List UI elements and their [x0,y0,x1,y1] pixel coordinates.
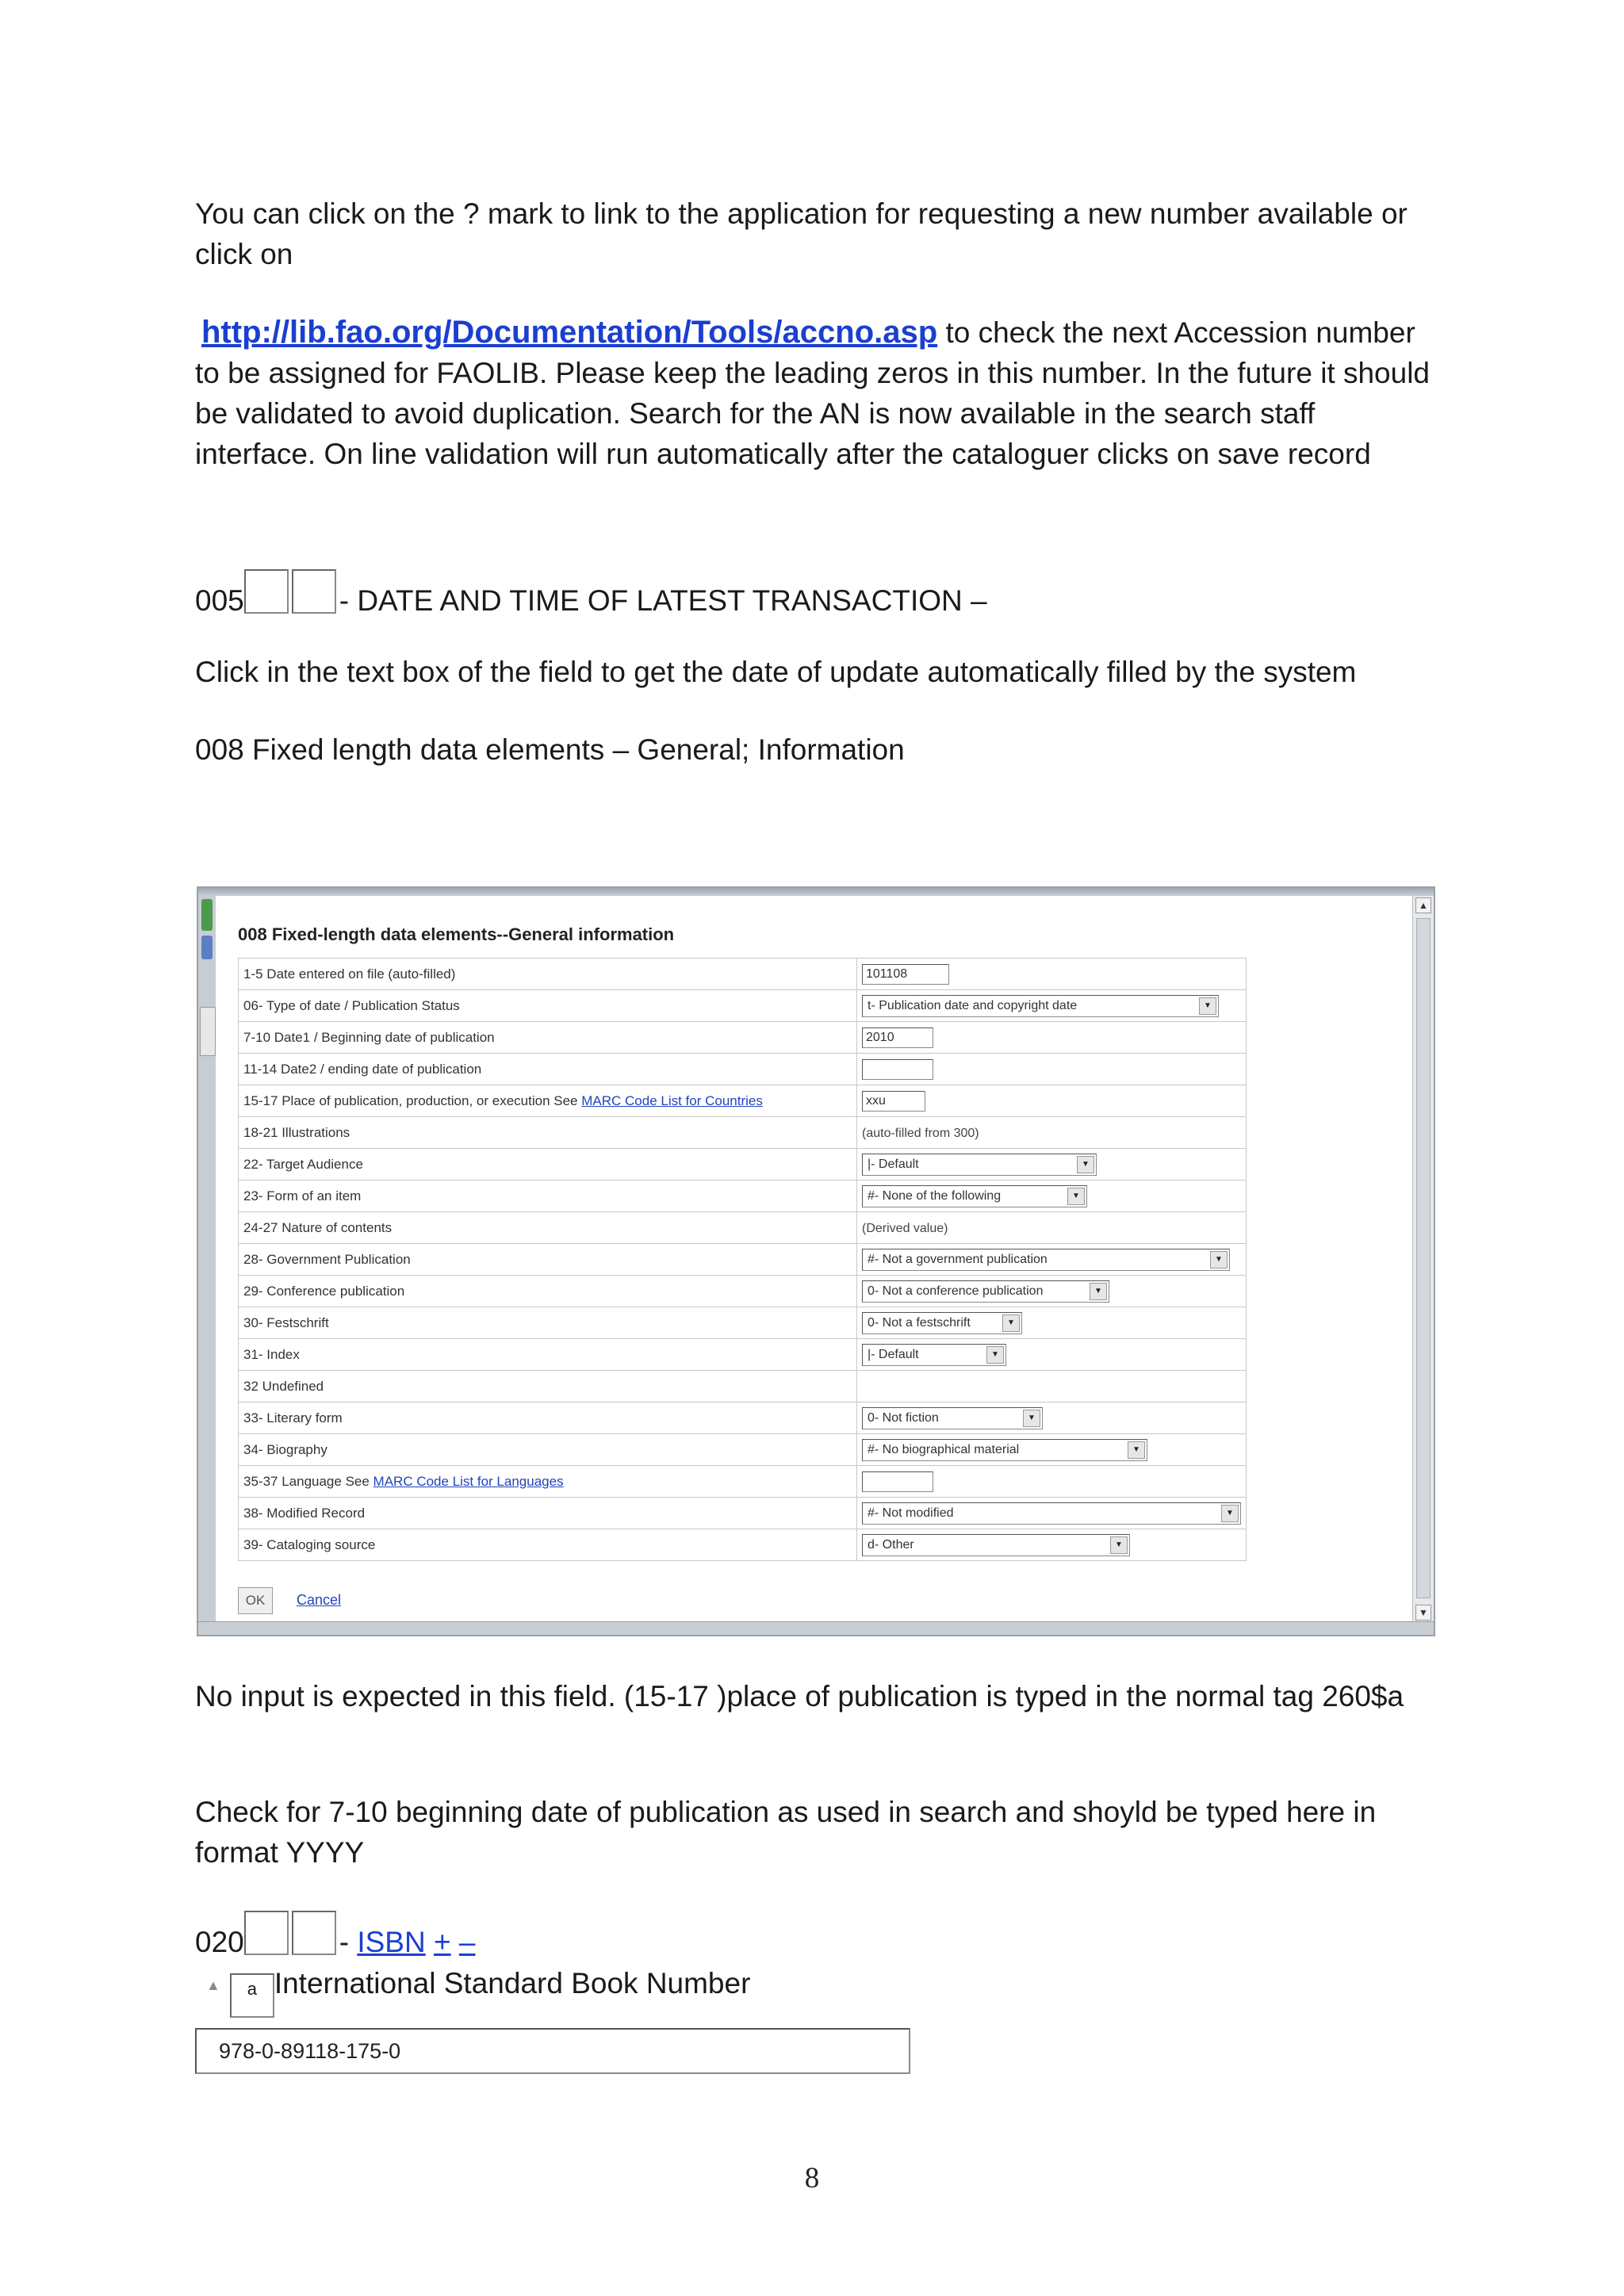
field-label-text: 30- Festschrift [243,1314,329,1330]
collapse-triangle-icon[interactable]: ▲ [206,1976,220,1993]
date-instruction: Click in the text box of the field to get the date of update automatically filled by the system [195,656,1357,688]
field-select[interactable] [862,1534,1130,1556]
tag-005-code: 005 [195,584,244,617]
field-select[interactable] [862,1407,1043,1429]
dropdown-arrow-icon[interactable]: ▼ [1199,997,1216,1015]
field-value-cell [857,1212,1247,1244]
field-label-text: 33- Literary form [243,1410,343,1425]
field-text-input[interactable] [862,1471,933,1492]
form-screenshot [197,886,1435,1636]
dropdown-arrow-icon[interactable]: ▼ [986,1346,1004,1364]
scroll-up-icon[interactable]: ▲ [1415,897,1431,913]
select-value: #- Not modified [868,1506,954,1520]
table-row [239,1529,1247,1561]
field-label-text: 34- Biography [243,1441,327,1457]
field-label [239,990,857,1022]
remove-field-link[interactable]: – [458,1926,476,1958]
field-label-text: 39- Cataloging source [243,1536,376,1552]
table-row [239,1339,1247,1371]
field-label [239,1149,857,1181]
select-value: 0- Not fiction [868,1410,939,1425]
date-format-note: Check for 7-10 beginning date of publication as used in search and shoyld be typed here in format YYYY [195,1796,1377,1869]
isbn-indicator-1[interactable] [244,1911,289,1955]
field-label [239,1212,857,1244]
field-select[interactable] [862,1280,1109,1303]
dropdown-arrow-icon[interactable]: ▼ [1023,1410,1040,1427]
field-value-cell [857,1117,1247,1149]
isbn-indicator-boxes [244,1911,339,1965]
field-select[interactable] [862,1312,1022,1334]
dropdown-arrow-icon[interactable]: ▼ [1067,1188,1085,1205]
indicator-boxes [244,569,339,624]
field-label [239,1371,857,1402]
fixed-fields-table [238,958,1247,1561]
page-number: 8 [804,2162,820,2195]
table-row [239,1212,1247,1244]
table-row [239,1371,1247,1402]
table-row [239,1181,1247,1212]
field-value-cell [857,1085,1247,1117]
table-row [239,1276,1247,1307]
field-label-text: 28- Government Publication [243,1251,411,1267]
field-label [239,1307,857,1339]
field-value-cell [857,990,1247,1022]
field-label [239,1466,857,1498]
auto-value: (auto-filled from 300) [862,1126,979,1140]
field-label-text: 15-17 Place of publication, production, or execution See [243,1093,582,1108]
field-value-cell [857,1498,1247,1529]
code-list-link[interactable]: MARC Code List for Countries [581,1093,763,1108]
field-value-cell [857,1149,1247,1181]
field-text-input[interactable] [862,1059,933,1080]
field-text-input[interactable]: 2010 [862,1027,933,1048]
select-value: 0- Not a festschrift [868,1315,971,1330]
field-value-cell [857,1181,1247,1212]
form-title: 008 Fixed-length data elements--General information [238,924,675,944]
field-value-cell [857,959,1247,990]
field-select[interactable] [862,1249,1230,1271]
accession-text: to check the next Accession number to be assigned for FAOLIB. Please keep the leading zeros in this number. In the future it should be validated to avoid duplication. Search for the AN is now available in the search staff interface. On line validation will run automatically after the cataloguer clicks on save record [195,316,1430,470]
field-label [239,1244,857,1276]
field-label [239,1529,857,1561]
table-row [239,1307,1247,1339]
table-row [239,1244,1247,1276]
indicator-2[interactable] [292,569,336,614]
field-label-text: 06- Type of date / Publication Status [243,997,460,1013]
field-value-cell [857,1244,1247,1276]
dropdown-arrow-icon[interactable]: ▼ [1110,1536,1128,1554]
table-row [239,1117,1247,1149]
select-value: #- No biographical material [868,1442,1020,1456]
table-row [239,1434,1247,1466]
table-row [239,1466,1247,1498]
input-note: No input is expected in this field. (15-17 )place of publication is typed in the normal tag 260$a [195,1680,1404,1712]
field-label-text: 38- Modified Record [243,1505,366,1521]
subfield-label: International Standard Book Number [274,1967,751,1999]
field-label [239,1339,857,1371]
scroll-down-icon[interactable]: ▼ [1415,1605,1431,1621]
field-label-text: 24-27 Nature of contents [243,1219,393,1235]
dropdown-arrow-icon[interactable]: ▼ [1221,1505,1239,1522]
dropdown-arrow-icon[interactable]: ▼ [1128,1441,1145,1459]
field-label [239,1054,857,1085]
browser-toolbar [198,888,1434,896]
table-row [239,1054,1247,1085]
intro-paragraph: You can click on the ? mark to link to the application for requesting a new number available or click on [195,197,1408,270]
field-value-cell [857,1054,1247,1085]
field-text-input[interactable]: 101108 [862,964,949,985]
browser-sidebar [198,896,216,1635]
field-label-text: 23- Form of an item [243,1188,362,1203]
dropdown-arrow-icon[interactable]: ▼ [1077,1156,1094,1173]
dropdown-arrow-icon[interactable]: ▼ [1090,1283,1107,1300]
select-value: |- Default [868,1347,919,1361]
field-value-cell [857,1339,1247,1371]
subfield-row [206,1963,750,2018]
field-label [239,1181,857,1212]
field-label-text: 29- Conference publication [243,1283,405,1299]
vertical-scrollbar[interactable] [1412,896,1434,1622]
indicator-1[interactable] [244,569,289,614]
field-select[interactable] [862,1502,1241,1525]
ok-button[interactable]: OK [238,1587,273,1614]
table-row [239,1022,1247,1054]
field-label [239,1085,857,1117]
field-value-cell [857,1402,1247,1434]
field-label [239,1022,857,1054]
cancel-link[interactable]: Cancel [297,1592,342,1608]
field-label [239,1402,857,1434]
field-label-text: 32 Undefined [243,1378,324,1394]
fixed-length-heading: 008 Fixed length data elements – General; Information [195,733,905,766]
tag-005-line [195,569,1432,624]
field-label-text: 7-10 Date1 / Beginning date of publication [243,1029,495,1045]
field-label [239,1498,857,1529]
field-value-cell [857,1371,1247,1402]
select-value: |- Default [868,1157,919,1171]
tag-020-line [195,1911,1432,1965]
select-value: #- Not a government publication [868,1252,1048,1266]
field-label-text: 11-14 Date2 / ending date of publication [243,1061,482,1077]
isbn-input[interactable]: 978-0-89118-175-0 [195,2028,910,2074]
table-row [239,1085,1247,1117]
field-label [239,959,857,990]
form-panel [216,896,1413,1622]
dropdown-arrow-icon[interactable]: ▼ [1002,1314,1020,1332]
status-bar [198,1621,1434,1635]
tag-020-code: 020 [195,1926,244,1958]
select-value: d- Other [868,1537,914,1552]
select-value: 0- Not a conference publication [868,1284,1044,1298]
field-value-cell [857,1529,1247,1561]
field-label [239,1117,857,1149]
accession-link[interactable]: http://lib.fao.org/Documentation/Tools/accno.asp [201,315,938,350]
dropdown-arrow-icon[interactable]: ▼ [1210,1251,1228,1269]
add-field-link[interactable]: + [433,1926,451,1958]
field-label-text: 35-37 Language See [243,1473,373,1489]
table-row [239,990,1247,1022]
isbn-indicator-2[interactable] [292,1911,336,1955]
subfield-code-box[interactable]: a [230,1973,274,2018]
field-value-cell [857,1466,1247,1498]
table-row [239,1498,1247,1529]
field-label-text: 18-21 Illustrations [243,1124,350,1140]
isbn-link[interactable]: ISBN [357,1926,426,1958]
field-select[interactable] [862,995,1219,1017]
auto-value: (Derived value) [862,1221,948,1235]
field-label-text: 22- Target Audience [243,1156,363,1172]
table-row [239,959,1247,990]
field-select[interactable] [862,1154,1097,1176]
table-row [239,1149,1247,1181]
select-value: t- Publication date and copyright date [868,998,1078,1012]
field-select[interactable] [862,1344,1006,1366]
field-text-input[interactable]: xxu [862,1091,925,1112]
field-label [239,1434,857,1466]
tag-020-separator: - [339,1926,358,1958]
field-value-cell [857,1434,1247,1466]
field-select[interactable] [862,1439,1147,1461]
field-label-text: 1-5 Date entered on file (auto-filled) [243,966,456,982]
code-list-link[interactable]: MARC Code List for Languages [373,1473,564,1489]
field-label [239,1276,857,1307]
field-value-cell [857,1022,1247,1054]
scroll-thumb[interactable] [1416,918,1431,1598]
tag-005-label: - DATE AND TIME OF LATEST TRANSACTION – [339,584,987,617]
accession-paragraph [195,312,1432,474]
field-value-cell [857,1307,1247,1339]
table-row [239,1402,1247,1434]
field-value-cell [857,1276,1247,1307]
field-select[interactable] [862,1185,1087,1207]
select-value: #- None of the following [868,1188,1002,1203]
field-label-text: 31- Index [243,1346,300,1362]
